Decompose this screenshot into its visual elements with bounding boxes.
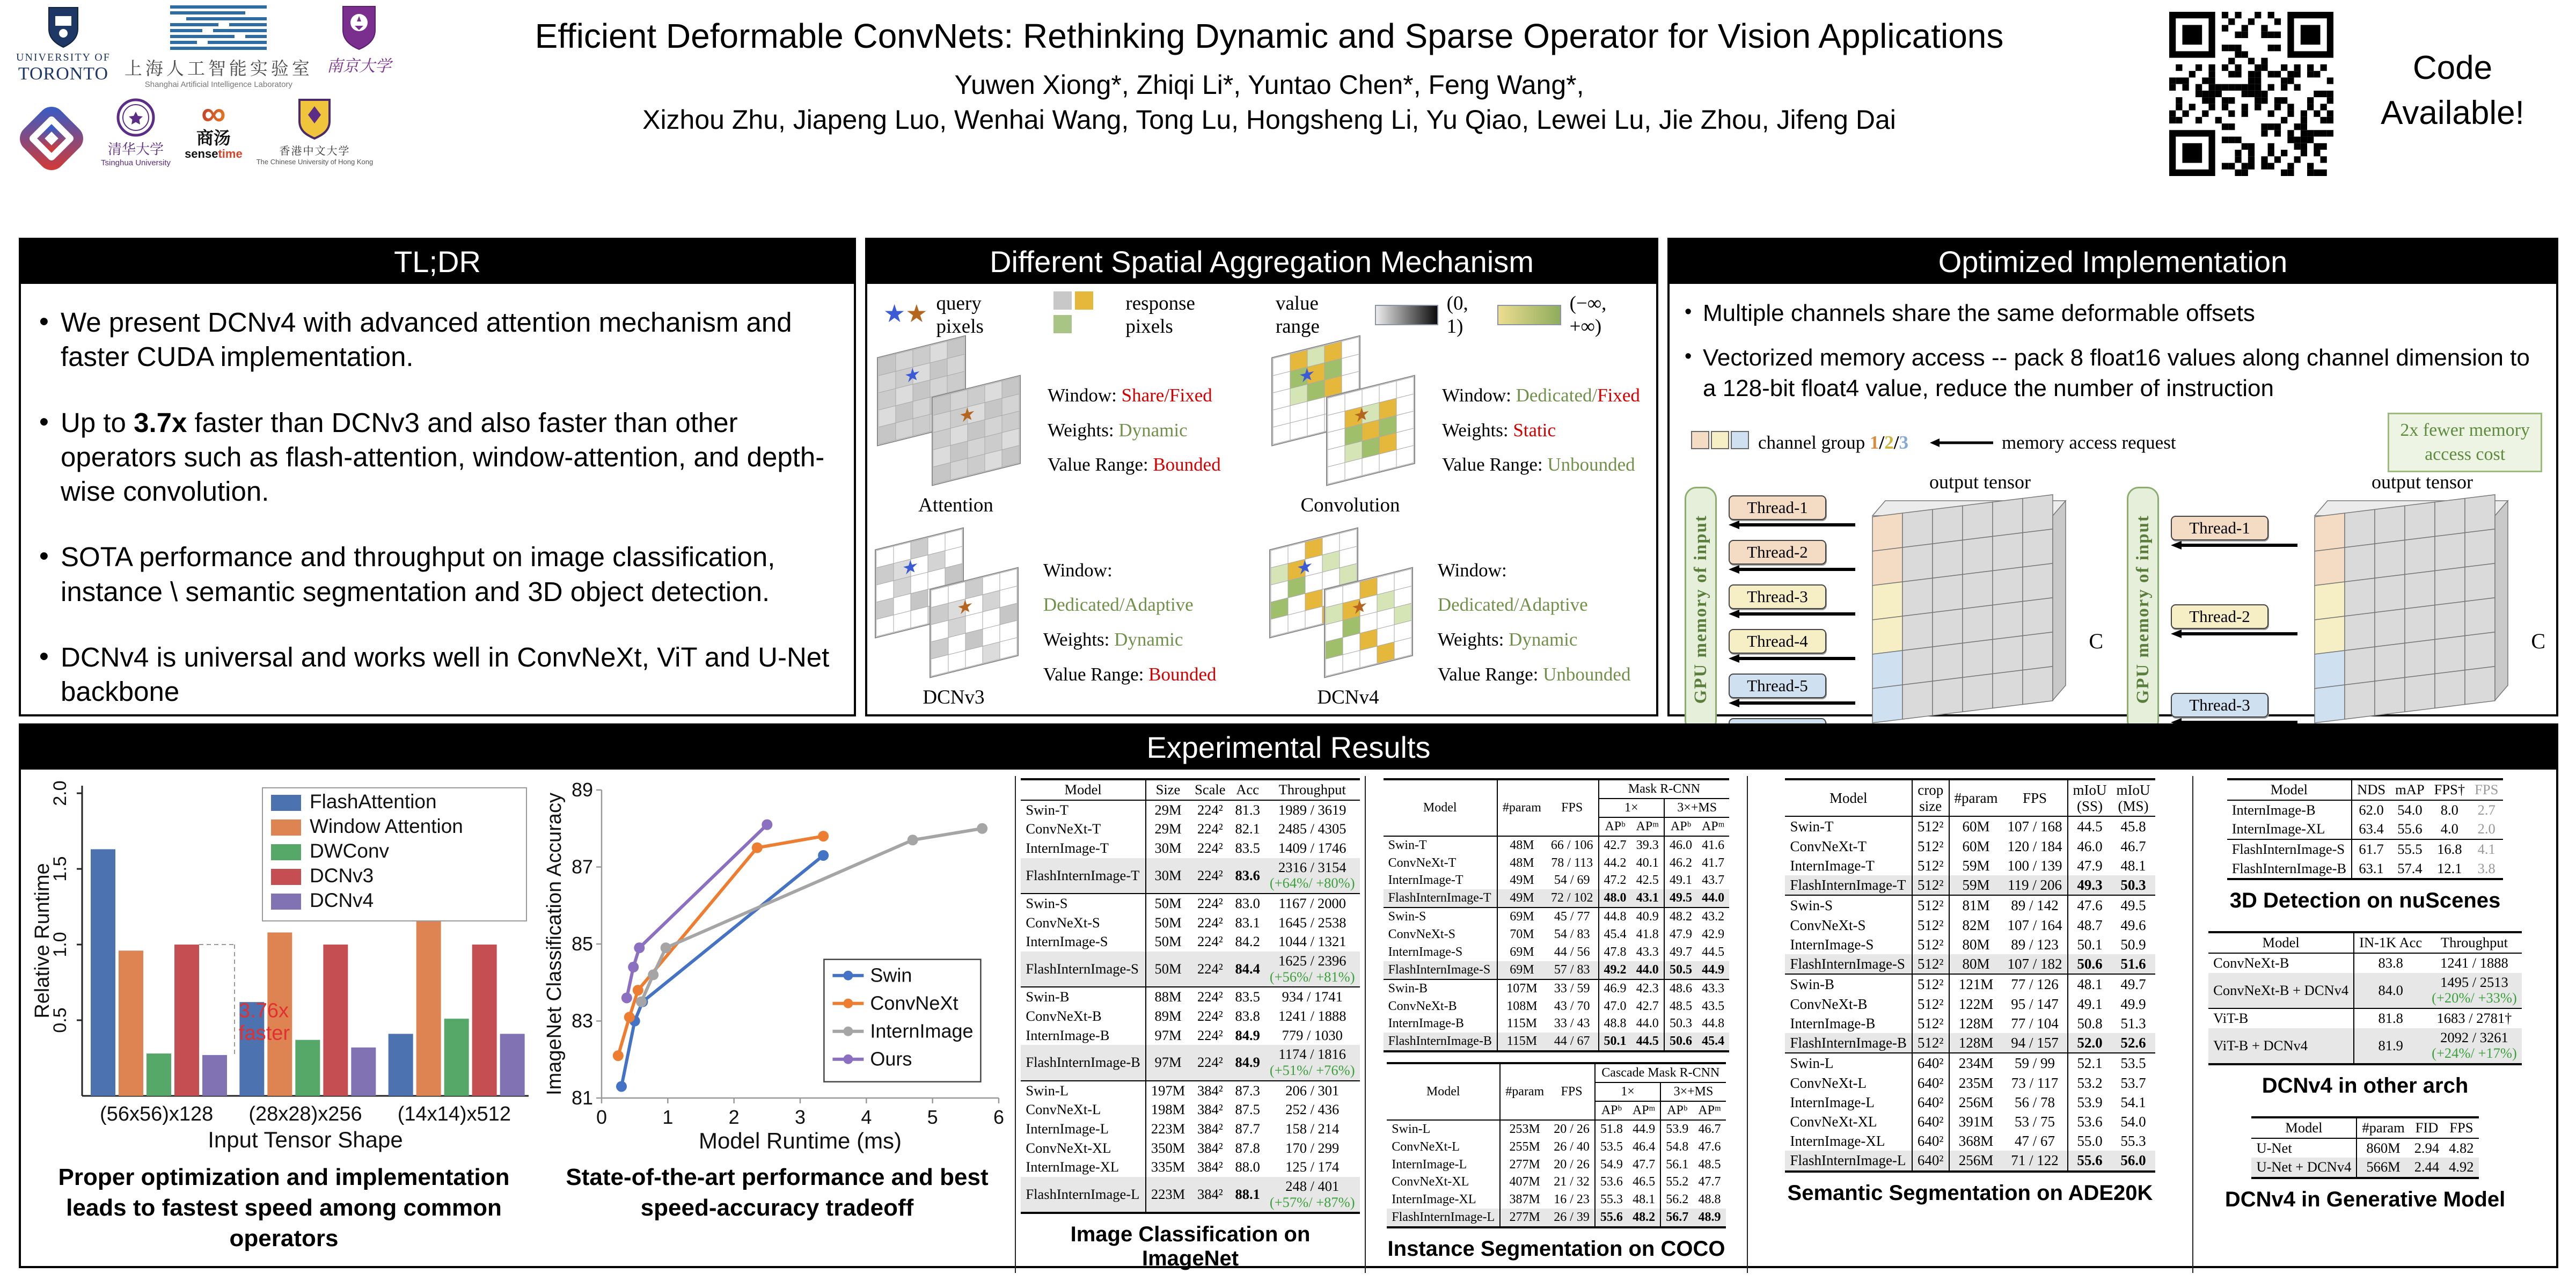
optimized-bullet-list xyxy=(1681,298,2543,404)
table-row: ConvNeXt-S 70M 54 / 83 45.4 41.8 47.9 42.9 xyxy=(1384,926,1730,943)
output-tensor xyxy=(2306,493,2521,745)
method-properties: Window: Dedicated/Adaptive Weights: Dynamic Value Range: Unbounded xyxy=(1437,559,1631,685)
tsinghua-cn: 清华大学 xyxy=(108,142,164,157)
svg-text:(14x14)x512: (14x14)x512 xyxy=(397,1103,511,1125)
svg-text:3.76x: 3.76x xyxy=(239,999,289,1022)
table-row: InternImage-L 223M 384² 87.7 158 / 214 xyxy=(1021,1119,1359,1139)
query-star-blue-icon: ★★ xyxy=(883,299,928,327)
table-row: ConvNeXt-T 29M 224² 82.1 2485 / 4305 xyxy=(1021,819,1359,839)
svg-text:ConvNeXt: ConvNeXt xyxy=(870,992,958,1014)
nanjing-logo xyxy=(327,4,391,76)
table-row: FlashInternImage-S 61.7 55.5 16.8 4.1 xyxy=(2227,839,2504,859)
svg-text:Swin: Swin xyxy=(870,964,912,986)
table-row: ViT-B + DCNv4 81.9 2092 / 3261 (+24%/ +17%) xyxy=(2208,1028,2522,1064)
svg-text:★: ★ xyxy=(959,402,976,427)
thread-box: Thread-2 xyxy=(2171,604,2300,641)
memory-arrow-icon xyxy=(1930,438,1994,448)
table-row: Swin-S 69M 45 / 77 44.8 40.9 48.2 43.2 xyxy=(1384,908,1730,926)
svg-text:DCNv4: DCNv4 xyxy=(310,889,374,911)
channel-dim-label: C xyxy=(2531,628,2545,653)
svg-text:InternImage: InternImage xyxy=(870,1020,974,1042)
svg-text:85: 85 xyxy=(571,933,593,955)
aggregation-quad-attention xyxy=(867,334,1262,526)
shlab-logo xyxy=(125,4,313,89)
table-row: Swin-T 29M 224² 81.3 1989 / 3619 xyxy=(1021,800,1359,820)
table-row: ConvNeXt-XL 350M 384² 87.8 170 / 299 xyxy=(1021,1139,1359,1158)
unbounded-range-label: (−∞, +∞) xyxy=(1569,292,1607,338)
method-name: DCNv3 xyxy=(923,686,985,708)
thread-box: Thread-2 xyxy=(1729,540,1857,577)
table-row: InternImage-L 277M 20 / 26 54.9 47.7 56.1 48.5 xyxy=(1387,1156,1725,1174)
svg-text:1.5: 1.5 xyxy=(50,856,70,882)
table-row: FlashInternImage-S 512² 80M 107 / 182 50.6 51.6 xyxy=(1785,954,2155,974)
table-row: FlashInternImage-T 49M 72 / 102 48.0 43.1 49.5 44.0 xyxy=(1384,889,1730,908)
logo-strip xyxy=(16,4,392,174)
table-row: InternImage-S 512² 80M 89 / 123 50.1 50.9 xyxy=(1785,935,2155,954)
method-properties: Window: Dedicated/Adaptive Weights: Dynamic Value Range: Bounded xyxy=(1043,559,1217,685)
gpu-memory-bar: GPU memory of input xyxy=(1685,487,1717,733)
table-row: InternImage-B 62.0 54.0 8.0 2.7 xyxy=(2227,800,2504,820)
aggregation-quad-dcnv4 xyxy=(1262,526,1656,719)
title-block xyxy=(386,16,2152,137)
cuhk-crest-icon xyxy=(296,98,333,141)
thread-box: Thread-1 xyxy=(2171,516,2300,553)
thread-box: Thread-1 xyxy=(1729,495,1857,532)
tsinghua-logo xyxy=(101,98,171,167)
svg-text:1.0: 1.0 xyxy=(50,932,70,957)
tldr-panel-title: TL;DR xyxy=(21,240,854,284)
table-row: ConvNeXt-B 108M 43 / 70 47.0 42.7 48.5 43.5 xyxy=(1384,998,1730,1015)
table-row: InternImage-L 640² 256M 56 / 78 53.9 54.1 xyxy=(1785,1093,2155,1112)
response-pixels-label: response pixels xyxy=(1125,292,1195,338)
table-row: U-Net + DCNv4 566M 2.44 4.92 xyxy=(2251,1158,2478,1178)
otherarch-table xyxy=(2198,931,2533,1065)
tradeoff-line-chart-column xyxy=(539,776,1016,1273)
table-row: FlashInternImage-L 277M 26 / 39 55.6 48.2 56.7 48.9 xyxy=(1387,1209,1725,1227)
svg-text:89: 89 xyxy=(571,779,593,801)
bar-chart-caption: Proper optimization and implementation leads to fastest speed among common operators xyxy=(58,1164,510,1252)
svg-text:Input Tensor Shape: Input Tensor Shape xyxy=(208,1127,403,1152)
tldr-bullet: • SOTA performance and throughput on image classification, instance \ semantic segmentation and 3D object detection. xyxy=(37,540,836,609)
svg-text:★: ★ xyxy=(904,363,921,387)
method-name: Convolution xyxy=(1300,494,1400,516)
table-row: InternImage-XL 387M 16 / 23 55.3 48.1 56.2 48.8 xyxy=(1387,1191,1725,1209)
output-tensor-label: output tensor xyxy=(2372,471,2473,493)
method-properties: Window: Dedicated/Fixed Weights: Static Value Range: Unbounded xyxy=(1442,384,1640,475)
code-available-label: Code Available! xyxy=(2381,49,2524,131)
svg-text:Relative Runtime: Relative Runtime xyxy=(33,863,54,1019)
coco_mask-table-element: Model #param FPS Mask R-CNN 1× 3×+MS APᵇ APᵐ APᵇ APᵐ Swin-T 48M 66 / 106 42.7 39.3 46.0 41.6 ConvNeXt-T 48M 78 / 113 44.2 40.1 46.2 41.7 InternImage-T 49M 54 / 69 47.2 42.5 49.1 43.7 FlashInternImage-T 49M 72 / 102 48.0 43.1 49.5 44.0 Swin-S 69M 45 / 77 44.8 40.9 48.2 43.2 ConvNeXt-S 70M 54 / 83 45.4 41.8 47.9 42.9 InternImage-S 69M 44 / 56 47.8 43.3 49.7 44.5 FlashInternImage-S 69M 57 / 83 49.2 44.0 50.5 44.9 Swin-B 107M 33 / 59 46.9 42.3 48.6 43.3 ConvNeXt-B 108M 43 / 70 47.0 42.7 48.5 43.5 InternImage-B 115M 33 / 43 48.8 44.0 50.3 44.8 FlashInternImage-B 115M 44 / 67 50.1 44.5 50.6 45.4 xyxy=(1384,778,1730,1052)
table-row: Swin-L 197M 384² 87.3 206 / 301 xyxy=(1021,1081,1359,1101)
table-row: FlashInternImage-S 50M 224² 84.4 1625 / 2396 (+56%/ +81%) xyxy=(1021,952,1359,987)
table-row: Swin-B 107M 33 / 59 46.9 42.3 48.6 43.3 xyxy=(1384,979,1730,998)
cuhk-en: The Chinese University of Hong Kong xyxy=(256,158,374,166)
svg-text:★: ★ xyxy=(1296,555,1313,580)
value-range-label: value range xyxy=(1275,292,1320,338)
channel-dim-label: C xyxy=(2089,628,2103,653)
table-row: ConvNeXt-T 512² 60M 120 / 184 46.0 46.7 xyxy=(1785,837,2155,856)
bounded-range-label: (0, 1) xyxy=(1446,292,1468,338)
table-row: FlashInternImage-B 115M 44 / 67 50.1 44.5 50.6 45.4 xyxy=(1384,1033,1730,1051)
thread-box: Thread-5 xyxy=(1729,674,1857,711)
nuscenes-table xyxy=(2198,778,2533,880)
svg-text:81: 81 xyxy=(571,1087,593,1109)
aggregation-quad-convolution xyxy=(1262,334,1656,526)
table-row: ConvNeXt-S 512² 82M 107 / 164 48.7 49.6 xyxy=(1785,916,2155,935)
sensetime-logo xyxy=(185,94,243,161)
thread-box: Thread-4 xyxy=(1729,629,1857,666)
attention-diagram xyxy=(870,335,1042,496)
coco-maskrcnn-table xyxy=(1370,778,1743,1052)
nanjing-crest-icon xyxy=(339,4,379,52)
optimized-bullet: • Vectorized memory access -- pack 8 float16 values along channel dimension to a 128-bit float4 value, reduce the number of instruction xyxy=(1681,342,2543,404)
uoft-crest-icon xyxy=(43,4,83,49)
table-row: InternImage-T 512² 59M 100 / 139 47.9 48.1 xyxy=(1785,856,2155,875)
aggregation-legend xyxy=(883,292,1642,338)
imagenet-table xyxy=(1020,778,1360,1214)
tsinghua-seal-icon xyxy=(116,98,156,137)
shlab-cn: 上海人工智能实验室 xyxy=(124,58,313,78)
table-row: FlashInternImage-S 69M 57 / 83 49.2 44.0 50.5 44.9 xyxy=(1384,961,1730,979)
nuscenes-table-element: Model NDS mAP FPS† FPS InternImage-B 62.0 54.0 8.0 2.7 InternImage-XL 63.4 55.6 4.0 2.0 FlashInternImage-S 61.7 55.5 16.8 4.1 FlashInternImage-B 63.1 57.4 12.1 3.8 xyxy=(2227,778,2504,880)
runtime-bar-chart xyxy=(33,778,535,1154)
table-row: InternImage-T 30M 224² 83.5 1409 / 1746 xyxy=(1021,839,1359,858)
table-row: InternImage-B 115M 33 / 43 48.8 44.0 50.3 44.8 xyxy=(1384,1015,1730,1033)
svg-text:5: 5 xyxy=(927,1106,938,1128)
svg-text:Window Attention: Window Attention xyxy=(310,815,463,837)
table-row: U-Net 860M 2.94 4.82 xyxy=(2251,1138,2478,1158)
table-row: FlashInternImage-L 640² 256M 71 / 122 55.6 56.0 xyxy=(1785,1151,2155,1171)
sensetime-mark-icon: ∞ xyxy=(201,94,226,133)
dcnv3-diagram xyxy=(868,527,1040,688)
header xyxy=(0,0,2576,233)
table-row: FlashInternImage-B 63.1 57.4 12.1 3.8 xyxy=(2227,859,2504,880)
otherarch-table-element: Model IN-1K Acc Throughput ConvNeXt-B 83.8 1241 / 1888 ConvNeXt-B + DCNv4 84.0 1495 / 2513 (+20%/ +33%) ViT-B 81.8 1683 / 2781† ViT-B + DCNv4 81.9 2092 / 3261 (+24%/ +17%) xyxy=(2208,931,2522,1065)
shlab-mark-icon xyxy=(154,4,283,54)
svg-text:faster: faster xyxy=(239,1022,290,1045)
svg-text:FlashAttention: FlashAttention xyxy=(310,791,437,813)
paper-title: Efficient Deformable ConvNets: Rethinking Dynamic and Sparse Operator for Vision Applications xyxy=(535,17,2004,55)
otherarch-caption: DCNv4 in other arch xyxy=(2262,1074,2469,1098)
svg-text:★: ★ xyxy=(902,555,919,580)
table-row: InternImage-T 49M 54 / 69 47.2 42.5 49.1 43.7 xyxy=(1384,872,1730,889)
table-row: Swin-L 253M 20 / 26 51.8 44.9 53.9 46.7 xyxy=(1387,1120,1725,1138)
table-row: InternImage-B 97M 224² 84.9 779 / 1030 xyxy=(1021,1026,1359,1045)
svg-text:87: 87 xyxy=(571,855,593,878)
svg-text:83: 83 xyxy=(571,1009,593,1032)
tradeoff-line-chart xyxy=(544,778,1008,1154)
nuscenes-caption: 3D Detection on nuScenes xyxy=(2229,889,2501,913)
table-row: FlashInternImage-T 30M 224² 83.6 2316 / 3154 (+64%/ +80%) xyxy=(1021,858,1359,894)
tldr-bullet: • We present DCNv4 with advanced attention mechanism and faster CUDA implementation. xyxy=(37,305,836,375)
generative-table-element: Model #param FID FPS U-Net 860M 2.94 4.82 U-Net + DCNv4 566M 2.44 4.92 xyxy=(2251,1116,2478,1179)
svg-text:1: 1 xyxy=(662,1106,674,1128)
svg-text:2.0: 2.0 xyxy=(50,780,70,806)
dcnv4-diagram xyxy=(1262,527,1434,688)
cuhk-cn: 香港中文大学 xyxy=(279,145,350,157)
svg-text:2: 2 xyxy=(728,1106,740,1128)
table-row: InternImage-B 512² 128M 77 / 104 50.8 51.3 xyxy=(1785,1014,2155,1033)
qr-code xyxy=(2169,12,2333,176)
svg-text:★: ★ xyxy=(1351,595,1368,619)
svg-text:4: 4 xyxy=(861,1106,872,1128)
uoft-line1: UNIVERSITY OF xyxy=(16,52,111,63)
authors xyxy=(386,68,2152,137)
coco_cascade-table-element: Model #param FPS Cascade Mask R-CNN 1× 3×+MS APᵇ APᵐ APᵇ APᵐ Swin-L 253M 20 / 26 51.8 44.9 53.9 46.7 ConvNeXt-L 255M 26 / 40 53.5 46.4 54.8 47.6 InternImage-L 277M 20 / 26 54.9 47.7 56.1 48.5 ConvNeXt-XL 407M 21 / 32 53.6 46.5 55.2 47.7 InternImage-XL 387M 16 / 23 55.3 48.1 56.2 48.8 FlashInternImage-L 277M 26 / 39 55.6 48.2 56.7 48.9 xyxy=(1387,1062,1725,1228)
coco-caption: Instance Segmentation on COCO xyxy=(1387,1237,1725,1261)
table-row: Swin-T 48M 66 / 106 42.7 39.3 46.0 41.6 xyxy=(1384,836,1730,854)
response-swatches-icon xyxy=(1053,291,1117,339)
svg-text:Model Runtime (ms): Model Runtime (ms) xyxy=(698,1128,902,1153)
table-row: ConvNeXt-L 198M 384² 87.5 252 / 436 xyxy=(1021,1100,1359,1119)
table-row: InternImage-XL 63.4 55.6 4.0 2.0 xyxy=(2227,819,2504,839)
table-row: InternImage-S 69M 44 / 56 47.8 43.3 49.7 44.5 xyxy=(1384,943,1730,961)
uoft-logo xyxy=(16,4,111,84)
nanjing-cn: 南京大学 xyxy=(326,57,391,75)
svg-text:3: 3 xyxy=(794,1106,806,1128)
tsinghua-en: Tsinghua University xyxy=(101,158,171,167)
shlab-en: Shanghai Artificial Intelligence Laboratory xyxy=(144,80,292,89)
ade20k-table-column xyxy=(1748,776,2193,1273)
opengvlab-diamond-icon xyxy=(16,103,87,174)
imagenet-caption: Image Classification on ImageNet xyxy=(1070,1223,1311,1271)
runtime-bar-chart-column xyxy=(28,776,539,1273)
thread-box: Thread-3 xyxy=(1729,584,1857,621)
table-row: Swin-B 88M 224² 83.5 934 / 1741 xyxy=(1021,987,1359,1007)
table-row: Swin-T 512² 60M 107 / 168 44.5 45.8 xyxy=(1785,816,2155,836)
table-row: ConvNeXt-S 50M 224² 83.1 1645 / 2538 xyxy=(1021,913,1359,933)
generative-caption: DCNv4 in Generative Model xyxy=(2224,1188,2506,1212)
output-tensor xyxy=(1864,493,2079,745)
svg-text:DCNv3: DCNv3 xyxy=(310,865,374,887)
tldr-bullet: • Up to 3.7x faster than DCNv3 and also faster than other operators such as flash-attention, window-attention, and depth-wise convolution. xyxy=(37,406,836,509)
tldr-panel xyxy=(19,238,856,716)
thread-box: Thread-3 xyxy=(2171,693,2300,730)
optimized-panel-title: Optimized Implementation xyxy=(1670,240,2556,284)
svg-text:(28x28)x256: (28x28)x256 xyxy=(248,1103,362,1125)
imagenet-table-column xyxy=(1016,776,1366,1273)
table-row: ConvNeXt-B 512² 122M 95 / 147 49.1 49.9 xyxy=(1785,994,2155,1014)
optimized-bullet: • Multiple channels share the same deformable offsets xyxy=(1681,298,2543,328)
table-row: ConvNeXt-XL 640² 391M 53 / 75 53.6 54.0 xyxy=(1785,1112,2155,1131)
channel-group-label: channel group 1/2/3 xyxy=(1758,431,1908,453)
sensetime-en: sensetime xyxy=(185,147,243,160)
table-row: Swin-B 512² 121M 77 / 126 48.1 49.7 xyxy=(1785,974,2155,994)
svg-text:★: ★ xyxy=(1299,363,1315,387)
table-row: Swin-S 512² 81M 89 / 142 47.6 49.5 xyxy=(1785,895,2155,915)
svg-text:★: ★ xyxy=(956,595,974,619)
gpu-memory-bar: GPU memory of input xyxy=(2127,487,2159,733)
svg-text:(56x56)x128: (56x56)x128 xyxy=(100,1103,214,1125)
table-row: InternImage-S 50M 224² 84.2 1044 / 1321 xyxy=(1021,932,1359,952)
table-row: ConvNeXt-L 255M 26 / 40 53.5 46.4 54.8 47.6 xyxy=(1387,1138,1725,1156)
results-panel xyxy=(19,723,2558,1271)
table-row: ConvNeXt-B 89M 224² 83.8 1241 / 1888 xyxy=(1021,1007,1359,1026)
imagenet-table-element: Model Size Scale Acc Throughput Swin-T 29M 224² 81.3 1989 / 3619 ConvNeXt-T 29M 224² 82.1 2485 / 4305 InternImage-T 30M 224² 83.5 1409 / 1746 FlashInternImage-T 30M 224² 83.6 2316 / 3154 (+64%/ +80%) Swin-S 50M 224² 83.0 1167 / 2000 ConvNeXt-S 50M 224² 83.1 1645 / 2538 InternImage-S 50M 224² 84.2 1044 / 1321 FlashInternImage-S 50M 224² 84.4 1625 / 2396 (+56%/ +81%) Swin-B 88M 224² 83.5 934 / 1741 ConvNeXt-B 89M 224² 83.8 1241 / 1888 InternImage-B 97M 224² 84.9 779 / 1030 FlashInternImage-B 97M 224² 84.9 1174 / 1816 (+51%/ +76%) Swin-L 197M 384² 87.3 206 / 301 ConvNeXt-L 198M 384² 87.5 252 / 436 InternImage-L 223M 384² 87.7 158 / 214 ConvNeXt-XL 350M 384² 87.8 170 / 299 InternImage-XL 335M 384² 88.0 125 / 174 FlashInternImage-L 223M 384² 88.1 248 / 401 (+57%/ +87%) xyxy=(1021,778,1359,1214)
table-row: FlashInternImage-B 512² 128M 94 / 157 52.0 52.6 xyxy=(1785,1033,2155,1053)
table-row: ConvNeXt-B + DCNv4 84.0 1495 / 2513 (+20%/ +33%) xyxy=(2208,973,2522,1008)
method-properties: Window: Share/Fixed Weights: Dynamic Value Range: Bounded xyxy=(1048,384,1221,475)
table-row: FlashInternImage-T 512² 59M 119 / 206 49.3 50.3 xyxy=(1785,875,2155,895)
svg-text:0: 0 xyxy=(596,1106,608,1128)
table-row: Swin-S 50M 224² 83.0 1167 / 2000 xyxy=(1021,894,1359,913)
aggregation-quad-dcnv3 xyxy=(867,526,1262,719)
svg-text:Ours: Ours xyxy=(870,1048,912,1070)
aggregation-panel-title: Different Spatial Aggregation Mechanism xyxy=(867,240,1656,284)
table-row: InternImage-XL 335M 384² 88.0 125 / 174 xyxy=(1021,1158,1359,1177)
optimized-legend xyxy=(1691,418,2542,467)
table-row: FlashInternImage-L 223M 384² 88.1 248 / 401 (+57%/ +87%) xyxy=(1021,1177,1359,1213)
svg-text:6: 6 xyxy=(993,1106,1005,1128)
ade20k-table xyxy=(1752,778,2188,1173)
generative-table xyxy=(2198,1116,2533,1179)
svg-text:★: ★ xyxy=(1353,402,1370,427)
ade20k-caption: Semantic Segmentation on ADE20K xyxy=(1787,1181,2153,1205)
table-row: Swin-L 640² 234M 59 / 99 52.1 53.5 xyxy=(1785,1053,2155,1073)
table-row: ConvNeXt-XL 407M 21 / 32 53.6 46.5 55.2 47.7 xyxy=(1387,1173,1725,1191)
convolution-diagram xyxy=(1264,335,1436,496)
svg-text:0.5: 0.5 xyxy=(50,1007,70,1033)
table-row: InternImage-XL 640² 368M 47 / 67 55.0 55.3 xyxy=(1785,1131,2155,1151)
svg-text:DWConv: DWConv xyxy=(310,840,390,862)
memory-access-label: memory access request xyxy=(2001,431,2176,453)
tldr-bullet-list xyxy=(37,305,836,709)
fewer-memory-callout: 2x fewer memory access cost xyxy=(2388,413,2542,472)
sensetime-cn: 商汤 xyxy=(196,128,231,148)
uoft-line2: TORONTO xyxy=(18,64,109,84)
table-row: ConvNeXt-B 83.8 1241 / 1888 xyxy=(2208,953,2522,973)
cuhk-logo xyxy=(257,98,374,166)
channel-cubes-icon xyxy=(1691,431,1751,454)
bounded-gradient-icon xyxy=(1375,305,1438,325)
aggregation-grid xyxy=(867,334,1656,719)
authors-line1: Yuwen Xiong*, Zhiqi Li*, Yuntao Chen*, Feng Wang*, xyxy=(954,70,1584,100)
svg-text:ImageNet Classification Accura: ImageNet Classification Accuracy xyxy=(544,793,566,1095)
results-body xyxy=(21,770,2556,1273)
table-row: ConvNeXt-T 48M 78 / 113 44.2 40.1 46.2 41.7 xyxy=(1384,854,1730,872)
method-name: DCNv4 xyxy=(1317,686,1379,708)
ade20k-table-element: Model crop size #param FPS mIoU (SS) mIoU (MS) Swin-T 512² 60M 107 / 168 44.5 45.8 ConvNeXt-T 512² 60M 120 / 184 46.0 46.7 InternImage-T 512² 59M 100 / 139 47.9 48.1 FlashInternImage-T 512² 59M 119 / 206 49.3 50.3 Swin-S 512² 81M 89 / 142 47.6 49.5 ConvNeXt-S 512² 82M 107 / 164 48.7 49.6 InternImage-S 512² 80M 89 / 123 50.1 50.9 FlashInternImage-S 512² 80M 107 / 182 50.6 51.6 Swin-B 512² 121M 77 / 126 48.1 49.7 ConvNeXt-B 512² 122M 95 / 147 49.1 49.9 InternImage-B 512² 128M 77 / 104 50.8 51.3 FlashInternImage-B 512² 128M 94 / 157 52.0 52.6 Swin-L 640² 234M 59 / 99 52.1 53.5 ConvNeXt-L 640² 235M 73 / 117 53.2 53.7 InternImage-L 640² 256M 56 / 78 53.9 54.1 ConvNeXt-XL 640² 391M 53 / 75 53.6 54.0 InternImage-XL 640² 368M 47 / 67 55.0 55.3 FlashInternImage-L 640² 256M 71 / 122 55.6 56.0 xyxy=(1785,778,2155,1173)
opengvlab-logo xyxy=(16,98,87,174)
authors-line2: Xizhou Zhu, Jiapeng Luo, Wenhai Wang, Tong Lu, Hongsheng Li, Yu Qiao, Lewei Lu, Jie Zhou, Jifeng Dai xyxy=(642,105,1896,135)
coco-table-column xyxy=(1366,776,1748,1273)
table-row: ConvNeXt-L 640² 235M 73 / 117 53.2 53.7 xyxy=(1785,1073,2155,1093)
optimized-panel xyxy=(1667,238,2558,716)
query-pixels-label: query pixels xyxy=(936,292,984,338)
tldr-bullet: • DCNv4 is universal and works well in ConvNeXt, ViT and U-Net backbone xyxy=(37,640,836,709)
table-row: FlashInternImage-B 97M 224² 84.9 1174 / 1816 (+51%/ +76%) xyxy=(1021,1045,1359,1080)
line-chart-caption: State-of-the-art performance and best speed-accuracy tradeoff xyxy=(566,1164,989,1221)
table-row: ViT-B 81.8 1683 / 2781† xyxy=(2208,1008,2522,1028)
results-panel-title: Experimental Results xyxy=(21,726,2556,770)
method-name: Attention xyxy=(918,494,993,516)
unbounded-gradient-icon xyxy=(1497,305,1561,325)
misc-tables-column xyxy=(2193,776,2537,1273)
output-tensor-label: output tensor xyxy=(1929,471,2031,493)
aggregation-panel xyxy=(865,238,1658,716)
thread-list xyxy=(1729,495,1857,763)
coco-cascade-table xyxy=(1370,1062,1743,1228)
